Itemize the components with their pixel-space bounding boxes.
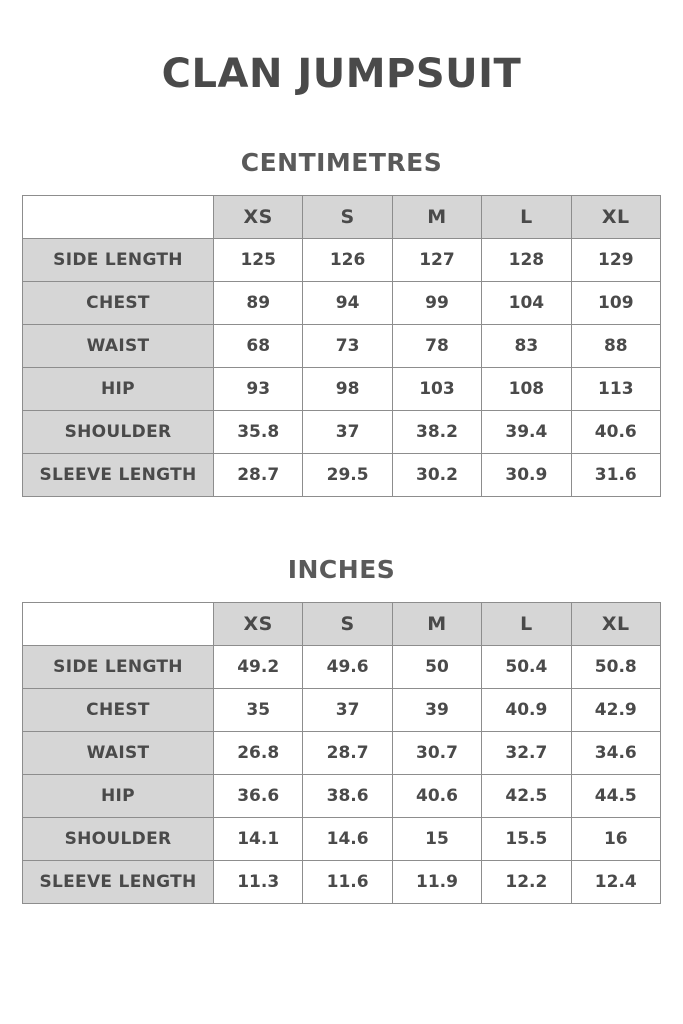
table-row	[23, 368, 661, 411]
cell-value: 94	[303, 282, 392, 325]
column-header-xs: XS	[214, 603, 303, 646]
row-label: HIP	[23, 775, 214, 818]
cell-value: 38.2	[392, 411, 481, 454]
cell-value: 128	[482, 239, 571, 282]
column-header-xs: XS	[214, 196, 303, 239]
cell-value: 113	[571, 368, 660, 411]
row-label: SHOULDER	[23, 818, 214, 861]
cell-value: 125	[214, 239, 303, 282]
cell-value: 14.6	[303, 818, 392, 861]
column-header-xl: XL	[571, 603, 660, 646]
cell-value: 12.2	[482, 861, 571, 904]
cell-value: 37	[303, 689, 392, 732]
column-header-l: L	[482, 196, 571, 239]
cell-value: 15.5	[482, 818, 571, 861]
cell-value: 11.6	[303, 861, 392, 904]
size-table-inches	[22, 602, 661, 904]
cell-value: 11.3	[214, 861, 303, 904]
cell-value: 126	[303, 239, 392, 282]
cell-value: 49.2	[214, 646, 303, 689]
cell-value: 26.8	[214, 732, 303, 775]
column-header-m: M	[392, 196, 481, 239]
cell-value: 50.8	[571, 646, 660, 689]
cell-value: 32.7	[482, 732, 571, 775]
cell-value: 50	[392, 646, 481, 689]
page-title: CLAN JUMPSUIT	[161, 51, 522, 97]
cell-value: 42.9	[571, 689, 660, 732]
cell-value: 93	[214, 368, 303, 411]
cell-value: 28.7	[303, 732, 392, 775]
cell-value: 98	[303, 368, 392, 411]
column-header-m: M	[392, 603, 481, 646]
row-label: SLEEVE LENGTH	[23, 861, 214, 904]
cell-value: 109	[571, 282, 660, 325]
row-label: WAIST	[23, 325, 214, 368]
cell-value: 30.7	[392, 732, 481, 775]
cell-value: 11.9	[392, 861, 481, 904]
table-header-row	[23, 603, 661, 646]
cell-value: 39	[392, 689, 481, 732]
table-row	[23, 689, 661, 732]
cell-value: 104	[482, 282, 571, 325]
cell-value: 35.8	[214, 411, 303, 454]
cell-value: 14.1	[214, 818, 303, 861]
row-label: CHEST	[23, 282, 214, 325]
cell-value: 16	[571, 818, 660, 861]
table-header	[23, 603, 661, 646]
cell-value: 15	[392, 818, 481, 861]
table-header	[23, 196, 661, 239]
cell-value: 68	[214, 325, 303, 368]
table-row	[23, 411, 661, 454]
cell-value: 35	[214, 689, 303, 732]
column-header-xl: XL	[571, 196, 660, 239]
cell-value: 50.4	[482, 646, 571, 689]
cell-value: 31.6	[571, 454, 660, 497]
cell-value: 129	[571, 239, 660, 282]
section-title-centimetres: CENTIMETRES	[240, 148, 443, 177]
cell-value: 37	[303, 411, 392, 454]
column-header-l: L	[482, 603, 571, 646]
table-body	[23, 646, 661, 904]
corner-cell	[23, 603, 214, 646]
cell-value: 30.9	[482, 454, 571, 497]
table-body	[23, 239, 661, 497]
table-row	[23, 325, 661, 368]
column-header-s: S	[303, 603, 392, 646]
section-title-inches: INCHES	[287, 555, 396, 584]
cell-value: 49.6	[303, 646, 392, 689]
table-row	[23, 239, 661, 282]
cell-value: 103	[392, 368, 481, 411]
column-header-s: S	[303, 196, 392, 239]
cell-value: 88	[571, 325, 660, 368]
row-label: SIDE LENGTH	[23, 239, 214, 282]
row-label: CHEST	[23, 689, 214, 732]
row-label: SLEEVE LENGTH	[23, 454, 214, 497]
cell-value: 12.4	[571, 861, 660, 904]
row-label: HIP	[23, 368, 214, 411]
cell-value: 34.6	[571, 732, 660, 775]
cell-value: 40.6	[392, 775, 481, 818]
cell-value: 78	[392, 325, 481, 368]
cell-value: 127	[392, 239, 481, 282]
cell-value: 40.9	[482, 689, 571, 732]
section-centimetres	[22, 148, 661, 497]
table-row	[23, 646, 661, 689]
table-row	[23, 818, 661, 861]
cell-value: 42.5	[482, 775, 571, 818]
table-row	[23, 732, 661, 775]
table-row	[23, 775, 661, 818]
cell-value: 73	[303, 325, 392, 368]
table-header-row	[23, 196, 661, 239]
cell-value: 38.6	[303, 775, 392, 818]
row-label: SIDE LENGTH	[23, 646, 214, 689]
cell-value: 39.4	[482, 411, 571, 454]
cell-value: 83	[482, 325, 571, 368]
cell-value: 40.6	[571, 411, 660, 454]
table-row	[23, 282, 661, 325]
row-label: WAIST	[23, 732, 214, 775]
table-row	[23, 861, 661, 904]
corner-cell	[23, 196, 214, 239]
cell-value: 36.6	[214, 775, 303, 818]
section-inches	[22, 555, 661, 904]
size-table-centimetres	[22, 195, 661, 497]
cell-value: 89	[214, 282, 303, 325]
cell-value: 108	[482, 368, 571, 411]
cell-value: 44.5	[571, 775, 660, 818]
cell-value: 28.7	[214, 454, 303, 497]
cell-value: 99	[392, 282, 481, 325]
row-label: SHOULDER	[23, 411, 214, 454]
cell-value: 29.5	[303, 454, 392, 497]
cell-value: 30.2	[392, 454, 481, 497]
table-row	[23, 454, 661, 497]
